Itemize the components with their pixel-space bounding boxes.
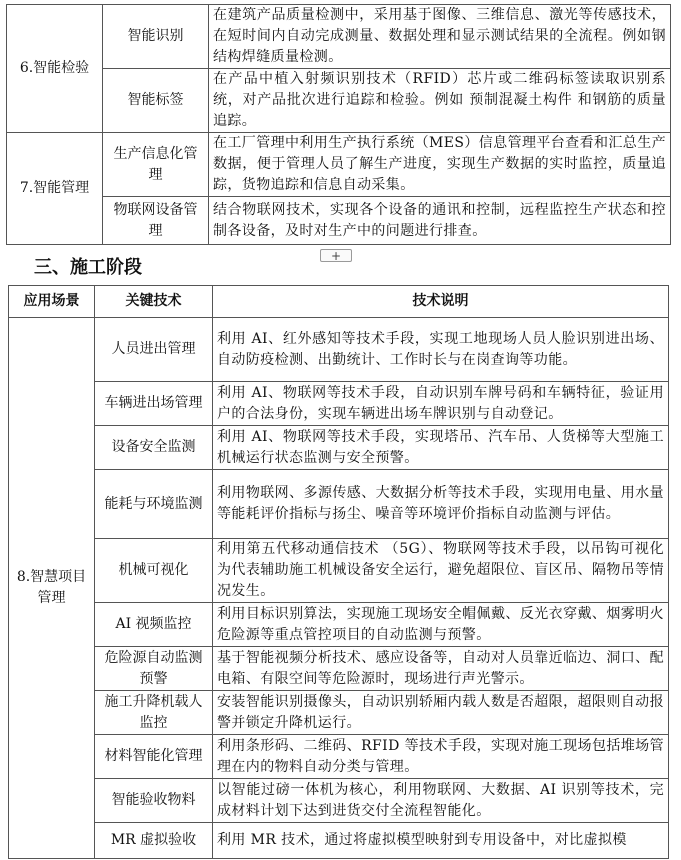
desc-cell: 结合物联网技术，实现各个设备的通讯和控制，远程监控生产状态和控制各设备，及时对生产中的问题进行排查。 xyxy=(209,197,671,245)
scene-cell: 8.智慧项目管理 xyxy=(9,318,95,859)
table-row xyxy=(9,426,669,470)
section-title: 三、施工阶段 xyxy=(34,257,142,278)
tech-cell: 机械可视化 xyxy=(95,539,213,603)
column-header: 技术说明 xyxy=(213,286,669,318)
desc-cell: 利用第五代移动通信技术 （5G）、物联网等技术手段，以吊钩可视化为代表辅助施工机械设备安全运行，避免超限位、盲区吊、隔物吊等情况发生。 xyxy=(213,539,669,603)
column-header: 关键技术 xyxy=(95,286,213,318)
tech-cell: 施工升降机载人监控 xyxy=(95,691,213,735)
tech-cell: 生产信息化管理 xyxy=(103,133,209,197)
table-row xyxy=(9,318,669,382)
table-row xyxy=(9,735,669,779)
tech-cell: AI 视频监控 xyxy=(95,603,213,647)
tech-cell: MR 虚拟验收 xyxy=(95,823,213,859)
desc-cell: 利用 MR 技术，通过将虚拟模型映射到专用设备中，对比虚拟模 xyxy=(213,823,669,859)
production-stage-table xyxy=(6,4,671,245)
tech-cell: 智能验收物料 xyxy=(95,779,213,823)
tech-cell: 车辆进出场管理 xyxy=(95,382,213,426)
column-header: 应用场景 xyxy=(9,286,95,318)
construction-stage-table xyxy=(8,285,669,859)
desc-cell: 利用物联网、多源传感、大数据分析等技术手段，实现用电量、用水量等能耗评价指标与扬尘、噪音等环境评价指标自动监测与评估。 xyxy=(213,470,669,539)
desc-cell: 以智能过磅一体机为核心，利用物联网、大数据、AI 识别等技术，完成材料计划下达到进货交付全流程智能化。 xyxy=(213,779,669,823)
desc-cell: 利用目标识别算法，实现施工现场安全帽佩戴、反光衣穿戴、烟雾明火危险源等重点管控项目的自动监测与预警。 xyxy=(213,603,669,647)
table-row xyxy=(9,539,669,603)
desc-cell: 在工厂管理中利用生产执行系统（MES）信息管理平台查看和汇总生产数据，便于管理人员了解生产进度，实现生产数据的实时监控，质量追踪，货物追踪和信息自动采集。 xyxy=(209,133,671,197)
table-row xyxy=(7,5,671,69)
tech-cell: 智能标签 xyxy=(103,69,209,133)
tech-cell: 设备安全监测 xyxy=(95,426,213,470)
tech-cell: 材料智能化管理 xyxy=(95,735,213,779)
tech-cell: 物联网设备管理 xyxy=(103,197,209,245)
table-row xyxy=(9,603,669,647)
desc-cell: 利用条形码、二维码、RFID 等技术手段，实现对施工现场包括堆场管理在内的物料自动分类与管理。 xyxy=(213,735,669,779)
desc-cell: 安装智能识别摄像头，自动识别轿厢内载人数是否超限，超限则自动报警并锁定升降机运行。 xyxy=(213,691,669,735)
table-row xyxy=(9,779,669,823)
table-row xyxy=(7,133,671,197)
table-row xyxy=(9,823,669,859)
tech-cell: 人员进出管理 xyxy=(95,318,213,382)
table-row xyxy=(7,197,671,245)
add-row-button[interactable]: + xyxy=(320,249,352,262)
desc-cell: 在产品中植入射频识别技术（RFID）芯片或二维码标签读取识别系统，对产品批次进行追踪和检验。例如 预制混凝土构件 和钢筋的质量追踪。 xyxy=(209,69,671,133)
desc-cell: 利用 AI、红外感知等技术手段，实现工地现场人员人脸识别进出场、自动防疫检测、出勤统计、工作时长与在岗查询等功能。 xyxy=(213,318,669,382)
scene-cell: 6.智能检验 xyxy=(7,5,103,133)
tech-cell: 危险源自动监测预警 xyxy=(95,647,213,691)
table-header-row xyxy=(9,286,669,318)
desc-cell: 利用 AI、物联网等技术手段，实现塔吊、汽车吊、人货梯等大型施工机械运行状态监测与安全预警。 xyxy=(213,426,669,470)
scene-cell: 7.智能管理 xyxy=(7,133,103,245)
table-row xyxy=(9,691,669,735)
desc-cell: 在建筑产品质量检测中，采用基于图像、三维信息、激光等传感技术，在短时间内自动完成测量、数据处理和显示测试结果的全流程。例如钢结构焊缝质量检测。 xyxy=(209,5,671,69)
desc-cell: 基于智能视频分析技术、感应设备等，自动对人员靠近临边、洞口、配电箱、有限空间等危险源时，现场进行声光警示。 xyxy=(213,647,669,691)
table-row xyxy=(9,382,669,426)
table-row xyxy=(9,647,669,691)
table-row xyxy=(9,470,669,539)
desc-cell: 利用 AI、物联网等技术手段，自动识别车牌号码和车辆特征，验证用户的合法身份，实现车辆进出场车牌识别与自动登记。 xyxy=(213,382,669,426)
table-row xyxy=(7,69,671,133)
tech-cell: 能耗与环境监测 xyxy=(95,470,213,539)
tech-cell: 智能识别 xyxy=(103,5,209,69)
